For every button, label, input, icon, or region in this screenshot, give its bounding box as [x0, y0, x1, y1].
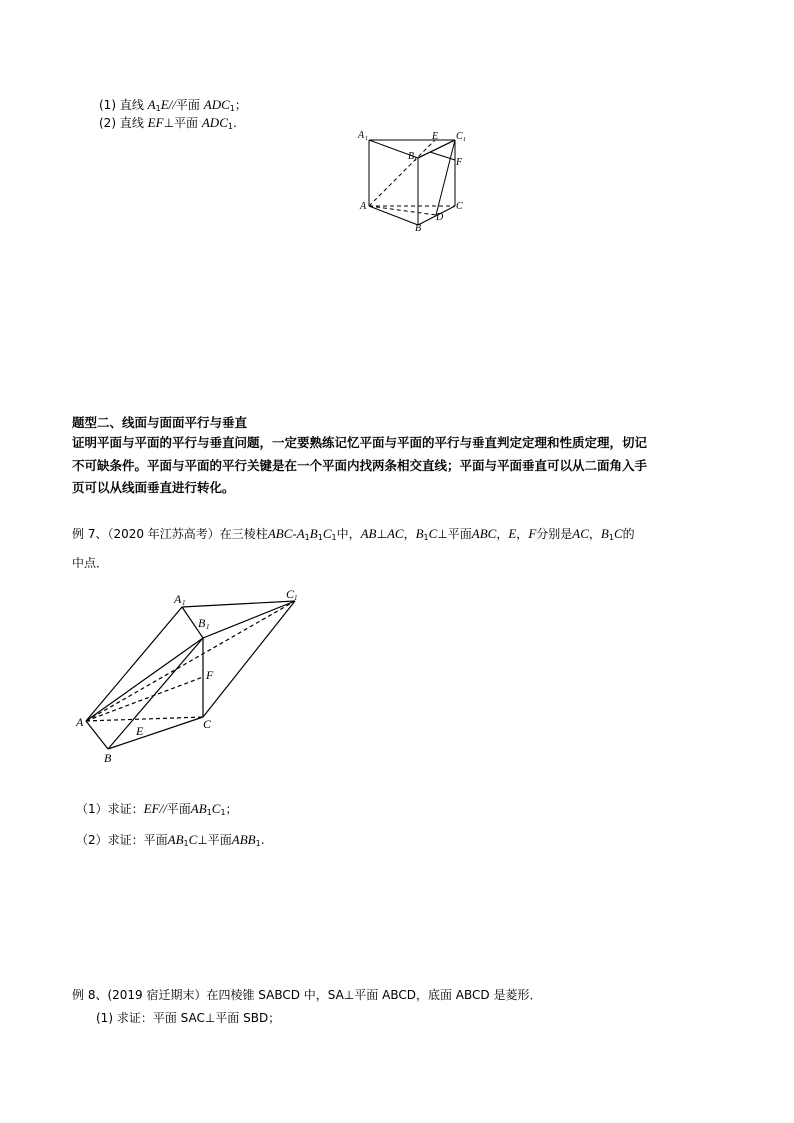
section-heading: 题型二、线面与面面平行与垂直: [72, 415, 248, 430]
label-A: A: [360, 201, 367, 212]
label-C: C: [456, 201, 463, 212]
label-C1-sub: 1: [463, 137, 466, 143]
example-8-statement: 例 8、(2019 宿迁期末）在四棱锥 SABCD 中，SA⊥平面 ABCD，底面 ABCD 是菱形．: [72, 988, 542, 1002]
section-body-line-1: 证明平面与平面的平行与垂直问题，一定要熟练记忆平面与平面的平行与垂直判定定理和性质定理，切记: [72, 435, 648, 450]
label-D: D: [436, 212, 444, 223]
label-B1-sub: 1: [206, 623, 210, 631]
example-7-question-2: （2）求证：平面$AB_1C\perp$平面$ABB_1$.: [76, 832, 265, 848]
label-A1-sub: 1: [182, 599, 186, 607]
example-7-line-2: 中点．: [72, 556, 109, 570]
label-B1: B: [408, 151, 415, 162]
label-F: F: [206, 668, 214, 682]
section-body-line-3: 页可以从线面垂直进行转化。: [72, 480, 235, 495]
label-A1-sub: 1: [365, 136, 368, 142]
label-E: E: [432, 131, 439, 142]
label-B1-sub: 1: [414, 157, 417, 163]
label-A1: A: [358, 130, 365, 141]
item-2: (2) 直线 EF⊥平面 $ADC_1$.: [99, 115, 237, 131]
example-8-question-1: (1) 求证：平面 SAC⊥平面 SBD；: [96, 1011, 281, 1025]
section-body-line-2: 不可缺条件。平面与平面的平行关键是在一个平面内找两条相交直线；平面与平面垂直可以从二面角入手: [72, 458, 648, 473]
label-C: C: [203, 717, 212, 731]
label-C1: C: [456, 131, 463, 142]
example-7-statement: 例 7、（2020 年江苏高考）在三棱柱ABC-$A_1B_1C_1$中，AB⊥AC，$B_1C\perp$平面ABC，E，F分别是AC，$B_1C$的: [72, 526, 635, 542]
label-C1-sub: 1: [294, 594, 298, 602]
label-B1: B: [198, 616, 206, 630]
label-C1: C: [286, 587, 295, 601]
example-7-question-1: （1）求证：EF//平面$AB_1C_1$；: [76, 801, 238, 817]
label-A1: A: [174, 592, 182, 606]
label-F: F: [456, 157, 463, 168]
label-A: A: [76, 715, 84, 729]
item-1: (1) 直线 $A_1E//$平面 $ADC_1$；: [99, 97, 247, 113]
label-B: B: [104, 751, 112, 765]
label-E: E: [136, 724, 144, 738]
label-B: B: [415, 223, 422, 234]
